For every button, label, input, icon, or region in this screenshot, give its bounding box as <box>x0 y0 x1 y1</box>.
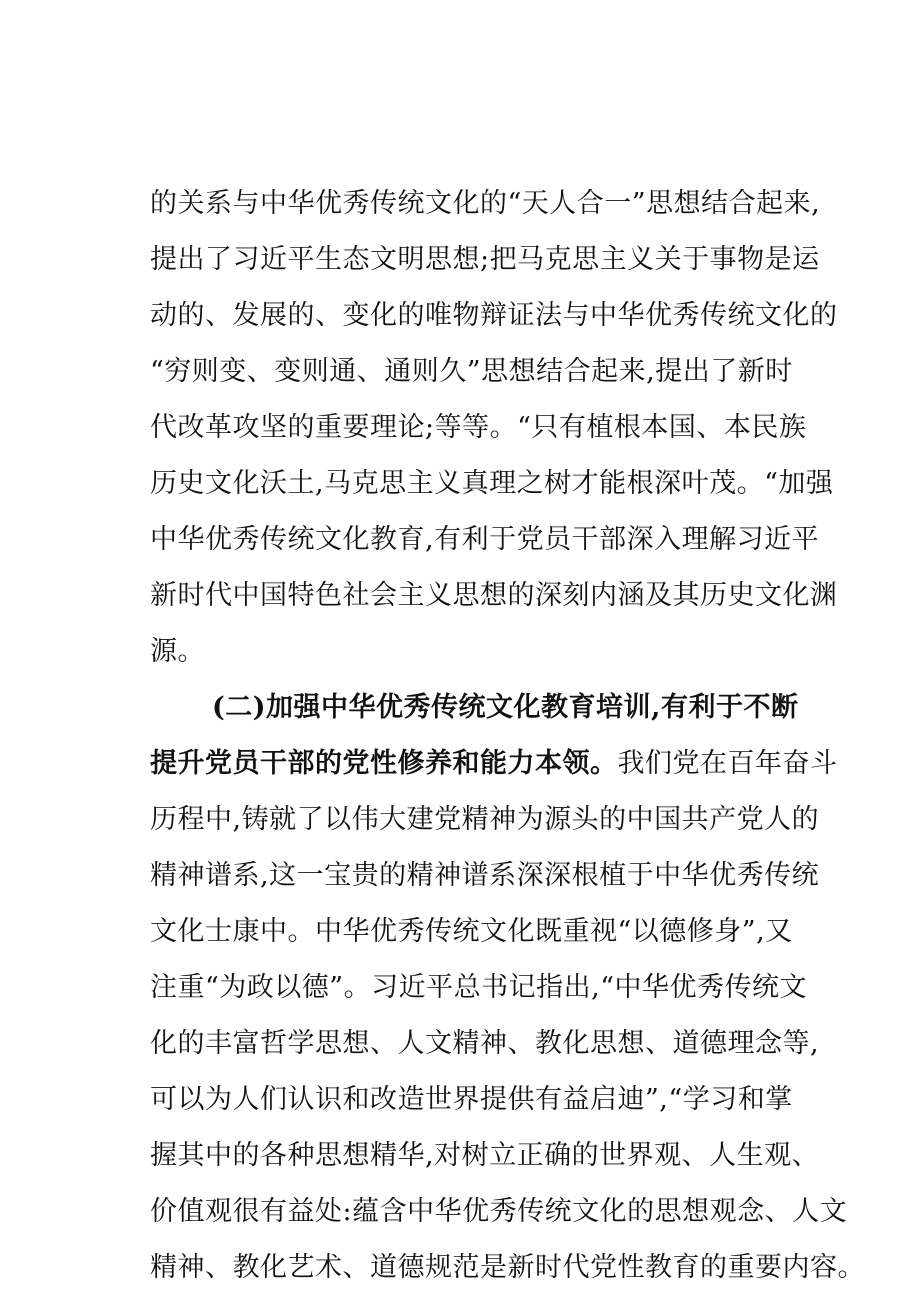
document-body <box>150 176 865 1296</box>
section-heading-continuation: 提升党员干部的党性修养和能力本领。 <box>150 748 618 779</box>
text-line: 注重“为政以德”。习近平总书记指出,“中华优秀传统文 <box>150 972 807 1003</box>
text-line: 化的丰富哲学思想、人文精神、教化思想、道德理念等, <box>150 1028 820 1059</box>
text-line: 精神谱系,这一宝贵的精神谱系深深根植于中华优秀传统 <box>150 860 820 891</box>
text-line: 握其中的各种思想精华,对树立正确的世界观、人生观、 <box>150 1140 820 1171</box>
section-heading: (二)加强中华优秀传统文化教育培训,有利于不断 <box>212 692 799 723</box>
text-line: 中华优秀传统文化教育,有利于党员干部深入理解习近平 <box>150 524 820 555</box>
text-line: 可以为人们认识和改造世界提供有益启迪”,“学习和掌 <box>150 1084 793 1115</box>
text-line: 价值观很有益处:蕴含中华优秀传统文化的思想观念、人文 <box>150 1196 848 1227</box>
text-line: 新时代中国特色社会主义思想的深刻内涵及其历史文化渊 <box>150 580 838 611</box>
text-line: 源。 <box>150 636 205 667</box>
paragraph-1 <box>150 176 838 680</box>
text-line: 动的、发展的、变化的唯物辩证法与中华优秀传统文化的 <box>150 300 838 331</box>
text-line: 精神、教化艺术、道德规范是新时代党性教育的重要内容。 <box>150 1252 865 1283</box>
text-line: 文化士康中。中华优秀传统文化既重视“以德修身”,又 <box>150 916 793 947</box>
text-line <box>150 736 838 792</box>
text-run: 我们党在百年奋斗 <box>617 748 838 779</box>
text-line: 的关系与中华优秀传统文化的“天人合一”思想结合起来, <box>150 188 821 219</box>
text-line: 历程中,铸就了以伟大建党精神为源头的中国共产党人的 <box>150 804 820 835</box>
text-line: “穷则变、变则通、通则久”思想结合起来,提出了新时 <box>150 356 793 387</box>
paragraph-2 <box>150 680 865 1296</box>
text-line: 历史文化沃土,马克思主义真理之树才能根深叶茂。“加强 <box>150 468 834 499</box>
text-line: 提出了习近平生态文明思想;把马克思主义关于事物是运 <box>150 244 820 275</box>
text-line: 代改革攻坚的重要理论;等等。“只有植根本国、本民族 <box>150 412 807 443</box>
